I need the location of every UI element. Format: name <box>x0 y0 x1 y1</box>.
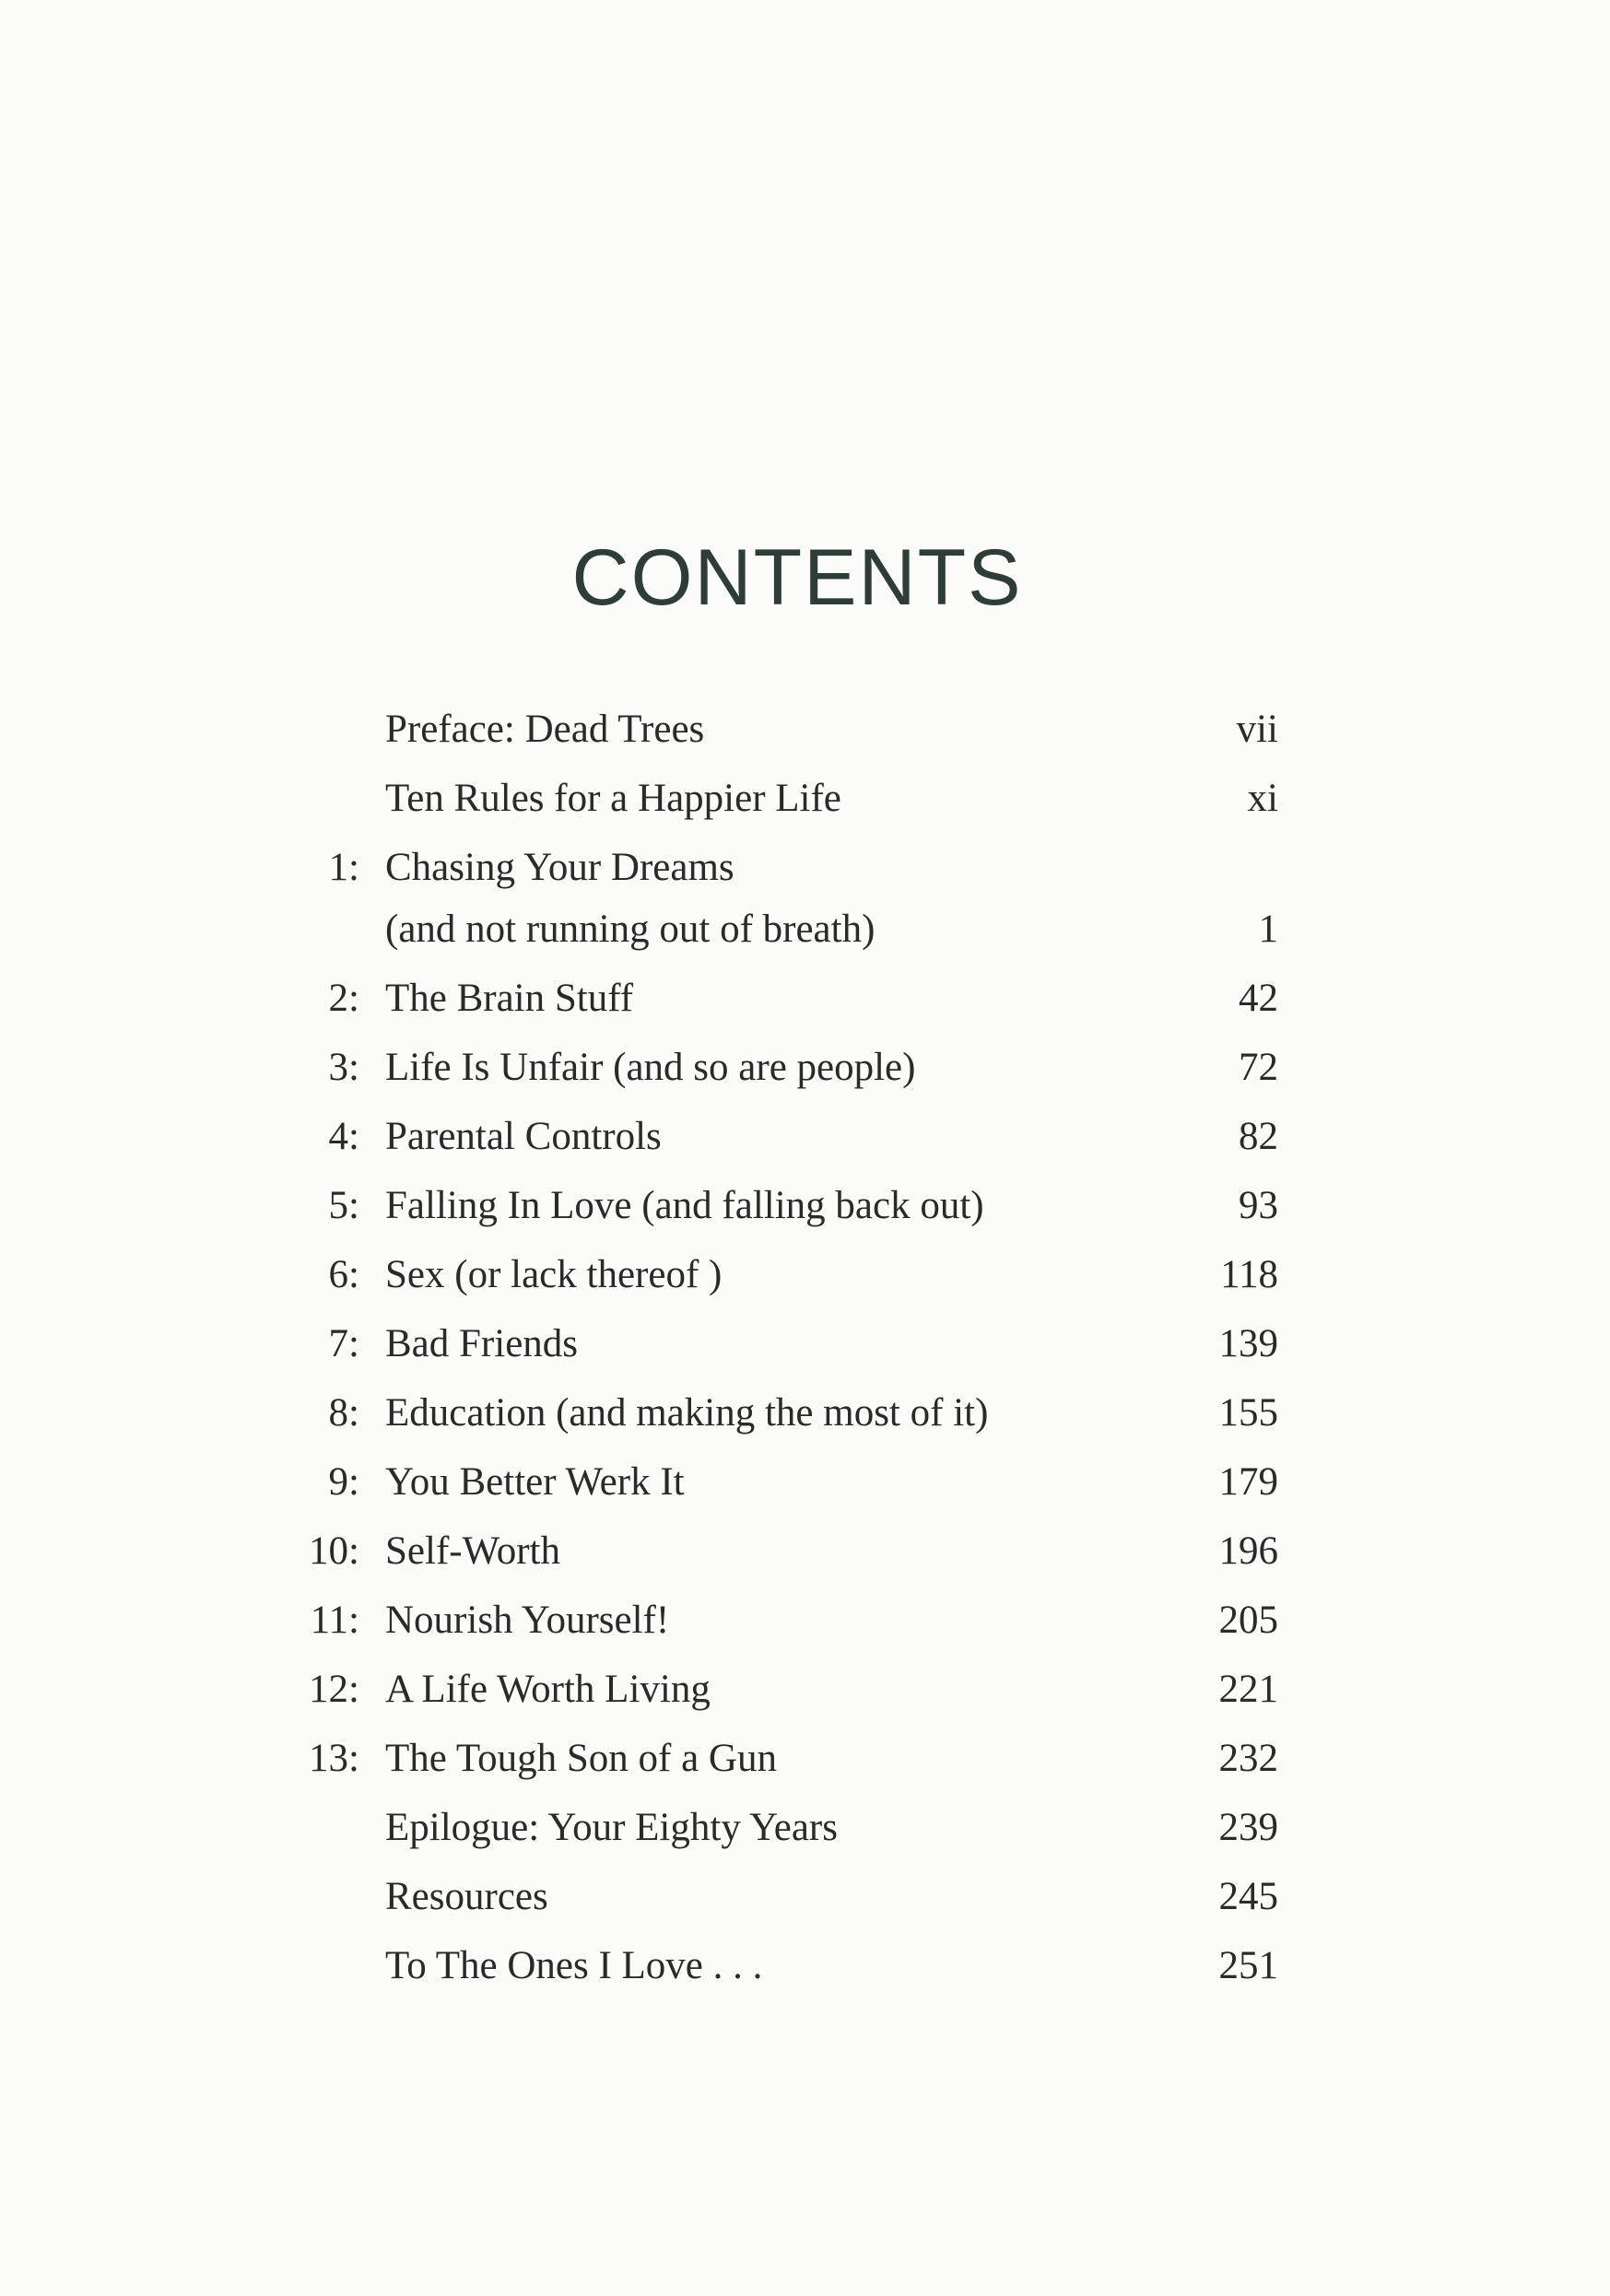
page-number: 179 <box>1218 1460 1278 1504</box>
page-number: 1 <box>1258 908 1278 951</box>
chapter-title: Education (and making the most of it) <box>385 1391 989 1435</box>
chapter-title: A Life Worth Living <box>385 1668 711 1711</box>
chapter-title: Chasing Your Dreams <box>385 846 734 889</box>
page-number: 118 <box>1220 1253 1278 1296</box>
page-number: 155 <box>1218 1391 1278 1435</box>
page-number: 221 <box>1218 1668 1278 1711</box>
page-number: 72 <box>1239 1046 1278 1089</box>
chapter-title: Falling In Love (and falling back out) <box>385 1184 984 1227</box>
chapter-title-block <box>385 840 1196 957</box>
toc-entry <box>0 1248 1610 1317</box>
page-number: 239 <box>1218 1806 1278 1849</box>
toc-entry <box>0 1800 1610 1869</box>
chapter-title: Resources <box>385 1875 548 1918</box>
chapter-title: Ten Rules for a Happier Life <box>385 777 841 820</box>
toc-entry <box>0 702 1610 771</box>
toc-entry <box>0 1731 1610 1800</box>
chapter-number: 3: <box>328 1046 359 1089</box>
chapter-subtitle: (and not running out of breath) <box>385 908 876 951</box>
toc-entry <box>0 1386 1610 1455</box>
chapter-number: 11: <box>310 1599 359 1642</box>
toc-entry <box>0 1662 1610 1731</box>
chapter-number: 12: <box>309 1668 359 1711</box>
toc-entry <box>0 771 1610 840</box>
chapter-title: Nourish Yourself! <box>385 1599 670 1642</box>
toc-entry <box>0 1869 1610 1939</box>
page-number: 93 <box>1239 1184 1278 1227</box>
chapter-title: Parental Controls <box>385 1115 662 1158</box>
chapter-title: Life Is Unfair (and so are people) <box>385 1046 916 1089</box>
chapter-number: 9: <box>328 1460 359 1504</box>
toc-entry <box>0 1524 1610 1593</box>
page-number: xi <box>1247 777 1278 820</box>
page-number: 82 <box>1239 1115 1278 1158</box>
page-number: 232 <box>1218 1737 1278 1780</box>
chapter-title: Sex (or lack thereof ) <box>385 1253 723 1296</box>
table-of-contents <box>0 702 1610 2008</box>
toc-entry <box>0 840 1610 971</box>
chapter-number: 2: <box>328 977 359 1020</box>
chapter-number: 4: <box>328 1115 359 1158</box>
chapter-title: Self-Worth <box>385 1529 560 1573</box>
toc-entry <box>0 1939 1610 2008</box>
chapter-number: 7: <box>328 1322 359 1365</box>
toc-entry <box>0 1317 1610 1386</box>
toc-entry <box>0 971 1610 1040</box>
toc-entry <box>0 1593 1610 1662</box>
chapter-title: Bad Friends <box>385 1322 579 1365</box>
page-number: 196 <box>1218 1529 1278 1573</box>
page-title: CONTENTS <box>571 533 1023 622</box>
toc-entry <box>0 1040 1610 1109</box>
chapter-number: 5: <box>328 1184 359 1227</box>
chapter-title: The Brain Stuff <box>385 977 634 1020</box>
page-number: 42 <box>1239 977 1278 1020</box>
toc-entry <box>0 1178 1610 1248</box>
chapter-title: The Tough Son of a Gun <box>385 1737 777 1780</box>
chapter-title: Epilogue: Your Eighty Years <box>385 1806 838 1849</box>
page-number: 139 <box>1218 1322 1278 1365</box>
toc-entry <box>0 1109 1610 1178</box>
chapter-number: 1: <box>328 846 359 889</box>
chapter-title: Preface: Dead Trees <box>385 708 705 751</box>
page-number: vii <box>1236 708 1278 751</box>
page-number: 205 <box>1218 1599 1278 1642</box>
chapter-title: To The Ones I Love . . . <box>385 1944 763 1987</box>
toc-entry <box>0 1455 1610 1524</box>
chapter-number: 13: <box>309 1737 359 1780</box>
chapter-number: 6: <box>328 1253 359 1296</box>
chapter-number: 8: <box>328 1391 359 1435</box>
chapter-number: 10: <box>309 1529 359 1573</box>
chapter-title: You Better Werk It <box>385 1460 685 1504</box>
page-number: 245 <box>1218 1875 1278 1918</box>
page-number: 251 <box>1218 1944 1278 1987</box>
